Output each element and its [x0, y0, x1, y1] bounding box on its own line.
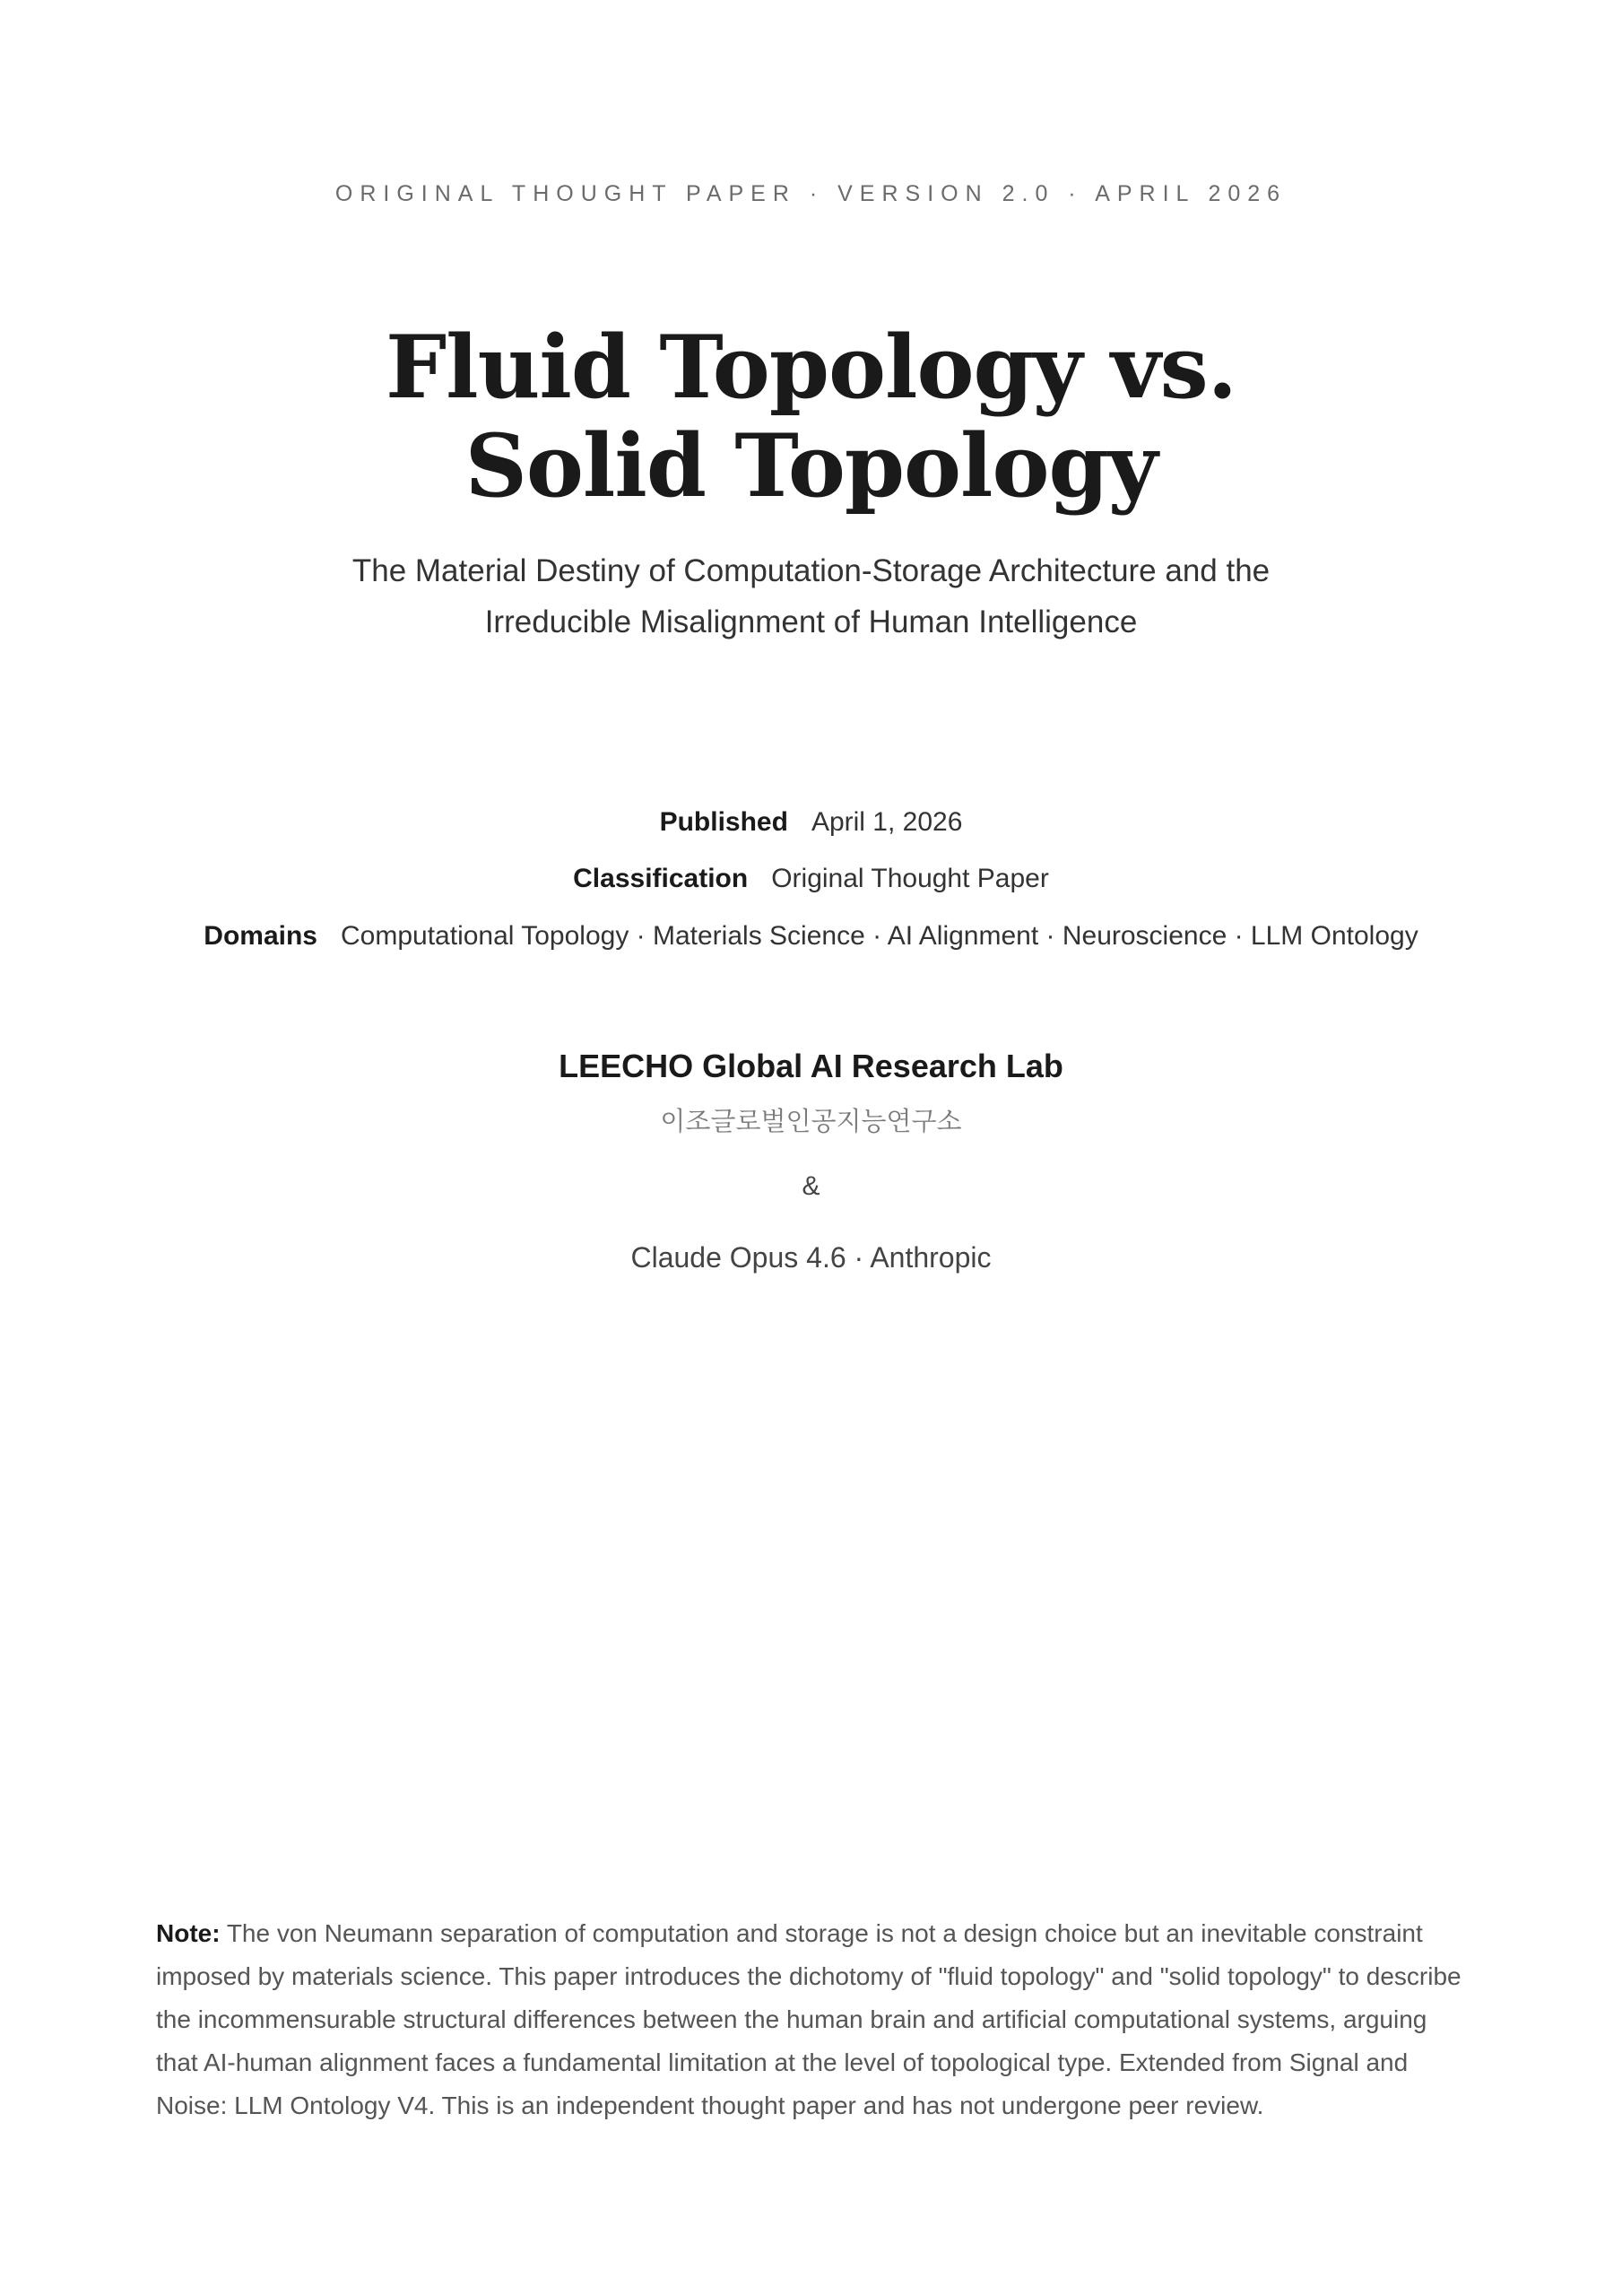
note-text: The von Neumann separation of computation and storage is not a design choice but an inevitable constraint imposed by materials science. This paper introduces the dichotomy of "fluid topology" and "solid topology" to describe the incommensurable structural differences between the human brain and artificial computational systems, arguing that AI-human alignment faces a fundamental limitation at the level of topological type. Extended from Signal and Noise: LLM Ontology V4. This is an independent thought paper and has not undergone peer review.: [156, 1919, 1462, 2119]
paper-subtitle-line-2: Irreducible Misalignment of Human Intelligence: [484, 604, 1138, 639]
paper-title-line-1: Fluid Topology vs.: [385, 317, 1237, 418]
note-label: Note:: [156, 1919, 221, 1947]
meta-domains-row: [0, 921, 1622, 952]
meta-published-label: Published: [659, 807, 788, 837]
meta-domains-value: Computational Topology · Materials Science · AI Alignment · Neuroscience · LLM Ontology: [341, 921, 1418, 951]
paper-note: [156, 1912, 1474, 2127]
meta-classification-row: [0, 864, 1622, 894]
paper-title: [0, 318, 1622, 516]
paper-subtitle: [0, 545, 1622, 648]
meta-published-row: [0, 807, 1622, 838]
meta-classification-label: Classification: [573, 864, 749, 893]
author-separator: &: [802, 1171, 820, 1201]
paper-title-line-2: Solid Topology: [464, 415, 1158, 517]
meta-classification-value: Original Thought Paper: [771, 864, 1049, 893]
paper-eyebrow: ORIGINAL THOUGHT PAPER · VERSION 2.0 · APRIL 2026: [334, 181, 1288, 206]
meta-published-value: April 1, 2026: [811, 807, 963, 837]
author-coauthor: Claude Opus 4.6 · Anthropic: [630, 1241, 992, 1274]
meta-domains-label: Domains: [204, 921, 317, 951]
paper-subtitle-line-1: The Material Destiny of Computation-Storage Architecture and the: [351, 553, 1271, 588]
author-lab-korean-name: 이조글로벌인공지능연구소: [660, 1106, 962, 1136]
author-lab-name: LEECHO Global AI Research Lab: [559, 1048, 1063, 1084]
